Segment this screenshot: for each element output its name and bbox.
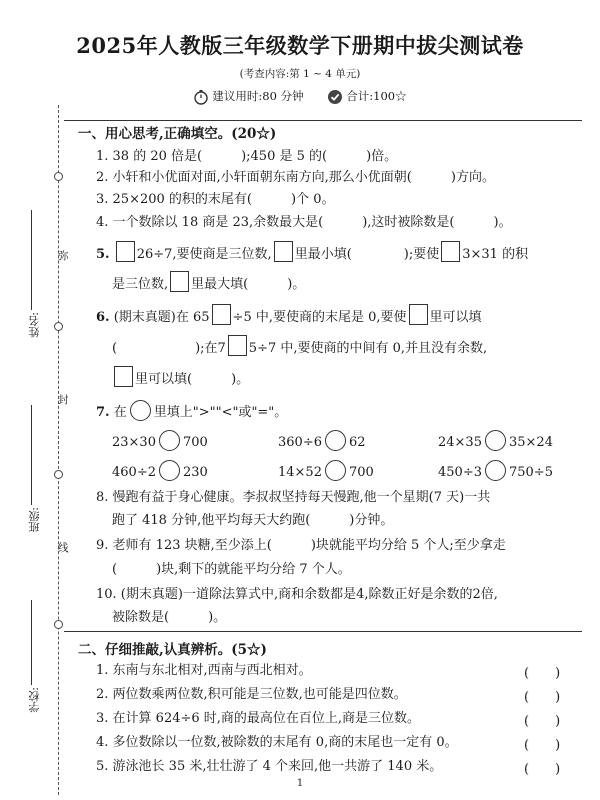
- question-text: (期末真题)在 65: [113, 310, 210, 325]
- name-label: 姓名:: [28, 312, 41, 338]
- answer-box[interactable]: [114, 366, 133, 387]
- exam-meta: [0, 88, 600, 105]
- section-divider: [64, 631, 582, 632]
- question-text: 里可以填( )。: [135, 372, 250, 387]
- answer-circle[interactable]: [325, 460, 346, 481]
- judge-item-4: 4. 多位数除以一位数,被除数的末尾有 0,商的末尾也一定有 0。: [96, 735, 458, 750]
- score-info: [327, 88, 406, 105]
- binding-hole: [54, 620, 63, 629]
- question-text: ( );在7: [112, 341, 226, 356]
- question-number: 6.: [96, 310, 110, 325]
- score-text: 合计:100☆: [346, 89, 407, 103]
- question-5: [96, 241, 528, 264]
- question-8-line2: 跑了 418 分钟,他平均每天大约跑( )分钟。: [112, 513, 394, 528]
- answer-circle[interactable]: [130, 400, 151, 421]
- compare-item: 24×35 35×24: [438, 430, 553, 451]
- answer-box[interactable]: [212, 304, 231, 325]
- stopwatch-icon: [193, 89, 209, 105]
- question-6: [96, 304, 482, 327]
- compare-item: 460÷2 230: [112, 460, 208, 481]
- school-field-line[interactable]: [31, 600, 32, 685]
- judge-item-1: 1. 东南与东北相对,西南与西北相对。: [96, 663, 312, 678]
- question-1: 1. 38 的 20 倍是( );450 是 5 的( )倍。: [96, 149, 398, 164]
- compare-item: 14×52 700: [278, 460, 374, 481]
- question-5-line2: [112, 271, 305, 294]
- answer-paren[interactable]: ( ): [524, 762, 561, 777]
- question-text: 在: [113, 405, 127, 420]
- question-text: 3×31 的积: [462, 247, 529, 262]
- judge-item-5: 5. 游泳池长 35 米,壮壮游了 4 个来回,他一共游了 140 米。: [96, 759, 443, 774]
- question-6-line2: [112, 335, 487, 358]
- name-field-line[interactable]: [31, 210, 32, 310]
- answer-paren[interactable]: ( ): [524, 738, 561, 753]
- answer-circle[interactable]: [485, 460, 506, 481]
- answer-box[interactable]: [441, 241, 460, 262]
- compare-item: 23×30 700: [112, 430, 208, 451]
- question-text: 里可以填: [429, 310, 482, 325]
- question-number: 5.: [96, 247, 110, 262]
- time-info: [193, 88, 303, 105]
- binding-char-feng: 封: [58, 394, 69, 406]
- page-title: 2025年人教版三年级数学下册期中拔尖测试卷: [76, 33, 524, 58]
- question-9-line2: ( )块,剩下的就能平均分给 7 个人。: [112, 562, 351, 577]
- question-text: 里最大填( )。: [191, 277, 306, 292]
- binding-hole: [54, 322, 63, 331]
- binding-dashed-line: [58, 105, 59, 795]
- answer-box[interactable]: [116, 241, 135, 262]
- question-10-line2: 被除数是( )。: [112, 610, 227, 625]
- question-8: 8. 慢跑有益于身心健康。李叔叔坚持每天慢跑,他一个星期(7 天)一共: [96, 490, 491, 505]
- question-10: 10. (期末真题)一道除法算式中,商和余数都是4,除数正好是余数的2倍,: [96, 587, 498, 602]
- judge-item-3: 3. 在计算 624÷6 时,商的最高位在百位上,商是三位数。: [96, 711, 421, 726]
- question-9: 9. 老师有 123 块糖,至少添上( )块就能平均分给 5 个人;至少拿走: [96, 538, 506, 553]
- answer-paren[interactable]: ( ): [524, 690, 561, 705]
- compare-item: 450÷3 750÷5: [438, 460, 553, 481]
- question-text: 里最小填( );要使: [294, 247, 440, 262]
- answer-circle[interactable]: [325, 430, 346, 451]
- section-divider: [64, 120, 582, 121]
- binding-hole: [54, 470, 63, 479]
- question-2: 2. 小轩和小优面对面,小轩面朝东南方向,那么小优面朝( )方向。: [96, 170, 495, 185]
- question-text: 是三位数,: [112, 277, 169, 292]
- answer-box[interactable]: [409, 304, 428, 325]
- judge-item-2: 2. 两位数乘两位数,积可能是三位数,也可能是四位数。: [96, 687, 407, 702]
- answer-circle[interactable]: [485, 430, 506, 451]
- time-text: 建议用时:80 分钟: [212, 89, 304, 103]
- question-number: 7.: [96, 405, 110, 420]
- exam-scope: (考查内容:第 1 ~ 4 单元): [239, 68, 361, 80]
- answer-box[interactable]: [228, 335, 247, 356]
- section1-heading: 一、用心思考,正确填空。(20☆): [78, 126, 277, 142]
- binding-hole: [54, 172, 63, 181]
- question-text: ÷5 中,要使商的末尾是 0,要使: [232, 310, 407, 325]
- section2-heading: 二、仔细推敲,认真辨析。(5☆): [78, 642, 267, 658]
- answer-paren[interactable]: ( ): [524, 666, 561, 681]
- binding-char-xian: 线: [58, 542, 69, 554]
- question-text: 26÷7,要使商是三位数,: [136, 247, 272, 262]
- class-field-line[interactable]: [31, 405, 32, 505]
- binding-char-mi: 弥: [58, 250, 69, 262]
- question-text: 5÷7 中,要使商的中间有 0,并且没有余数,: [248, 341, 488, 356]
- answer-circle[interactable]: [159, 430, 180, 451]
- question-7: [96, 400, 287, 422]
- answer-box[interactable]: [274, 241, 293, 262]
- checkmark-icon: [327, 89, 343, 105]
- answer-paren[interactable]: ( ): [524, 714, 561, 729]
- question-4: 4. 一个数除以 18 商是 23,余数最大是( ),这时被除数是( )。: [96, 215, 512, 230]
- class-label: 班级:: [28, 507, 41, 533]
- compare-item: 360÷6 62: [278, 430, 366, 451]
- question-text: 里填上">""<"或"="。: [153, 405, 288, 420]
- answer-box[interactable]: [170, 271, 189, 292]
- question-3: 3. 25×200 的积的末尾有( )个 0。: [96, 192, 335, 207]
- page-number: 1: [296, 778, 304, 789]
- school-label: 学校:: [28, 687, 41, 713]
- question-6-line3: [112, 366, 249, 389]
- answer-circle[interactable]: [159, 460, 180, 481]
